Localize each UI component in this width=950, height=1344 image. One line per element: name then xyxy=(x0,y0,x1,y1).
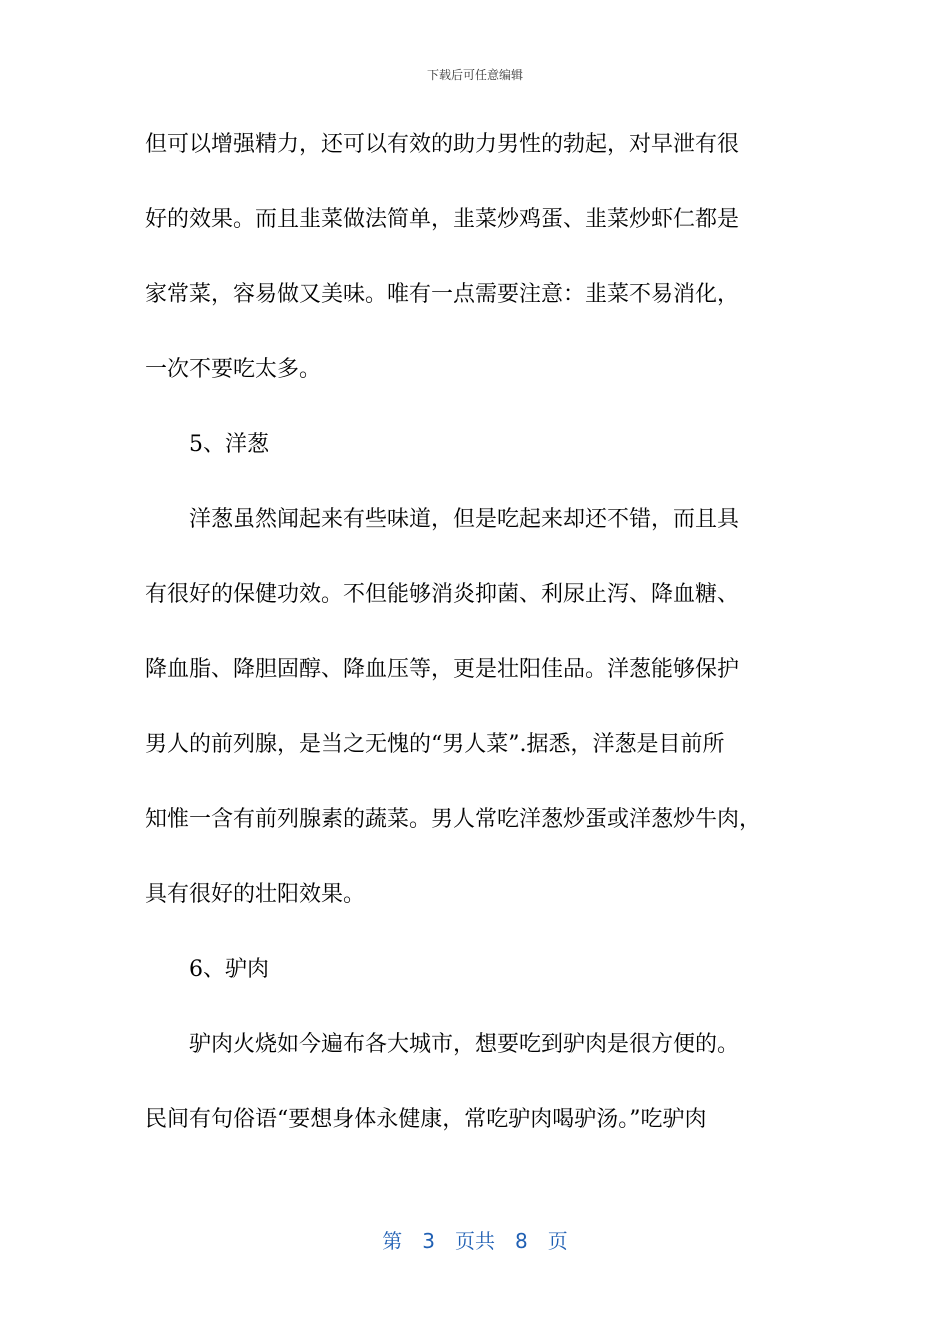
body-line-6: 洋葱虽然闻起来有些味道，但是吃起来却还不错，而且具 xyxy=(145,507,740,532)
body-line-4: 一次不要吃太多。 xyxy=(145,357,322,382)
total-page-number: 8 xyxy=(515,1229,528,1253)
body-line-13: 驴肉火烧如今遍布各大城市，想要吃到驴肉是很方便的。 xyxy=(145,1032,740,1057)
body-line-3: 家常菜，容易做又美味。唯有一点需要注意：韭菜不易消化， xyxy=(145,282,740,307)
body-line-1: 但可以增强精力，还可以有效的助力男性的勃起，对早泄有很 xyxy=(145,132,740,157)
page-header: 下载后可任意编辑 xyxy=(426,68,523,82)
page-footer xyxy=(0,1225,950,1254)
body-line-14: 民间有句俗语“要想身体永健康，常吃驴肉喝驴汤。”吃驴肉 xyxy=(145,1107,707,1132)
body-line-11: 具有很好的壮阳效果。 xyxy=(145,882,366,907)
footer-prefix: 第 xyxy=(382,1229,403,1253)
footer-middle: 页共 xyxy=(455,1229,495,1253)
body-line-2: 好的效果。而且韭菜做法简单，韭菜炒鸡蛋、韭菜炒虾仁都是 xyxy=(145,207,740,232)
section-heading-onion: 5、洋葱 xyxy=(145,432,269,457)
section-heading-donkey-meat: 6、驴肉 xyxy=(145,957,269,982)
body-line-10: 知惟一含有前列腺素的蔬菜。男人常吃洋葱炒蛋或洋葱炒牛肉， xyxy=(145,807,762,832)
footer-suffix: 页 xyxy=(547,1229,568,1253)
body-line-8: 降血脂、降胆固醇、降血压等，更是壮阳佳品。洋葱能够保护 xyxy=(145,657,740,682)
body-line-7: 有很好的保健功效。不但能够消炎抑菌、利尿止泻、降血糖、 xyxy=(145,582,740,607)
body-line-9: 男人的前列腺，是当之无愧的“男人菜”.据悉，洋葱是目前所 xyxy=(145,732,725,757)
current-page-number: 3 xyxy=(422,1229,435,1253)
